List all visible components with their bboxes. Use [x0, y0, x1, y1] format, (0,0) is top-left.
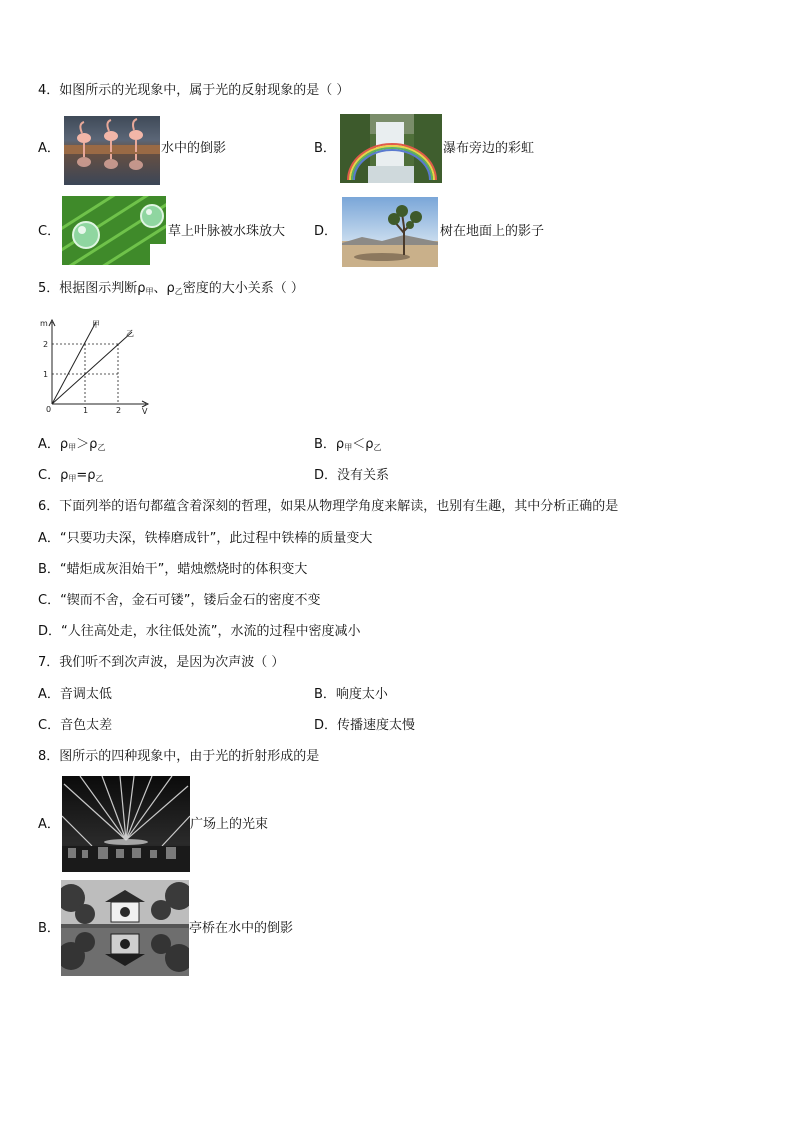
q6-option-b: B．“蜡炬成灰泪始干”，蜡烛燃烧时的体积变大 — [38, 562, 308, 577]
tree-shadow-image — [342, 197, 438, 267]
subscript-jia: 甲 — [68, 474, 77, 483]
rho-symbol: ρ — [59, 437, 69, 452]
q4-option-c-caption: 草上叶脉被水珠放大 — [168, 224, 286, 239]
waterfall-rainbow-image — [340, 114, 442, 183]
q8-option-a-letter: A． — [38, 817, 60, 832]
q5-option-a — [38, 436, 105, 457]
q5-stem-sub-jia: 甲 — [145, 287, 154, 296]
y-axis-label: m — [40, 319, 48, 328]
q6-option-a: A．“只要功夫深，铁棒磨成针”，此过程中铁棒的质量变大 — [38, 531, 373, 546]
line-yi-label: 乙 — [126, 329, 134, 338]
q5-option-c — [38, 467, 104, 488]
subscript-yi: 乙 — [97, 443, 106, 452]
q5-option-c-letter: C． — [38, 468, 61, 483]
leaf-water-droplet-image — [62, 196, 166, 265]
origin-label: 0 — [46, 405, 52, 414]
q7-stem: 7．我们听不到次声波，是因为次声波（ ） — [38, 655, 285, 670]
q6-stem: 6．下面列举的语句都蕴含着深刻的哲理，如果从物理学角度来解读，也别有生趣，其中分析正确的是 — [38, 499, 619, 514]
rho-symbol: ρ — [60, 468, 69, 483]
q5-option-b-letter: B． — [314, 437, 336, 452]
q8-stem: 8．图所示的四种现象中，由于光的折射形成的是 — [38, 749, 320, 764]
rho-symbol: ρ — [335, 437, 345, 452]
q4-option-d-letter: D． — [314, 224, 338, 239]
q7-option-b: B．响度太小 — [314, 687, 388, 702]
line-yi — [52, 332, 132, 404]
subscript-yi: 乙 — [373, 443, 382, 452]
q5-stem-mid: 、ρ — [153, 281, 175, 296]
q5-stem-pre: 5．根据图示判断ρ — [38, 281, 146, 296]
q4-option-c-letter: C． — [38, 224, 61, 239]
q5-option-d-letter: D． — [314, 468, 338, 483]
q7-option-c: C．音色太差 — [38, 718, 113, 733]
q5-stem-post: 密度的大小关系（ ） — [182, 281, 304, 296]
comparison: ＞ρ — [76, 437, 98, 452]
q5-option-a-letter: A． — [38, 437, 60, 452]
subscript-jia: 甲 — [344, 443, 353, 452]
q4-option-b-letter: B． — [314, 141, 336, 156]
q8-option-b-letter: B． — [38, 921, 60, 936]
x-tick-1: 1 — [83, 406, 89, 415]
q6-option-c: C．“锲而不舍，金石可镂”，镂后金石的密度不变 — [38, 593, 321, 608]
q4-stem: 4．如图所示的光现象中，属于光的反射现象的是（ ） — [38, 83, 350, 98]
q5-stem-sub-yi: 乙 — [174, 287, 183, 296]
q4-option-a-caption: 水中的倒影 — [161, 141, 227, 156]
subscript-yi: 乙 — [95, 474, 104, 483]
q5-option-d-text: 没有关系 — [337, 468, 390, 483]
q7-option-a: A．音调太低 — [38, 687, 112, 702]
line-jia — [52, 322, 96, 404]
pavilion-reflection-image — [61, 880, 189, 976]
x-tick-2: 2 — [116, 406, 122, 415]
y-tick-1: 1 — [43, 370, 49, 379]
q4-option-d-caption: 树在地面上的影子 — [440, 224, 545, 239]
comparison: =ρ — [76, 468, 96, 483]
comparison: ＜ρ — [352, 437, 374, 452]
q5-option-d — [314, 467, 389, 485]
q4-option-a-letter: A． — [38, 141, 60, 156]
q5-option-b — [314, 436, 381, 457]
y-tick-2: 2 — [43, 340, 49, 349]
q8-option-b-caption: 亭桥在水中的倒影 — [189, 921, 294, 936]
q4-option-b-caption: 瀑布旁边的彩虹 — [443, 141, 535, 156]
flamingo-reflection-image — [64, 116, 160, 185]
square-light-beams-image — [62, 776, 190, 872]
subscript-jia: 甲 — [68, 443, 77, 452]
line-jia-label: 甲 — [92, 320, 100, 329]
q6-option-d: D．“人往高处走，水往低处流”，水流的过程中密度减小 — [38, 624, 361, 639]
mass-volume-graph — [34, 314, 158, 418]
x-axis-label: V — [142, 407, 148, 416]
q5-stem — [38, 280, 304, 301]
q7-option-d: D．传播速度太慢 — [314, 718, 416, 733]
q8-option-a-caption: 广场上的光束 — [190, 817, 269, 832]
